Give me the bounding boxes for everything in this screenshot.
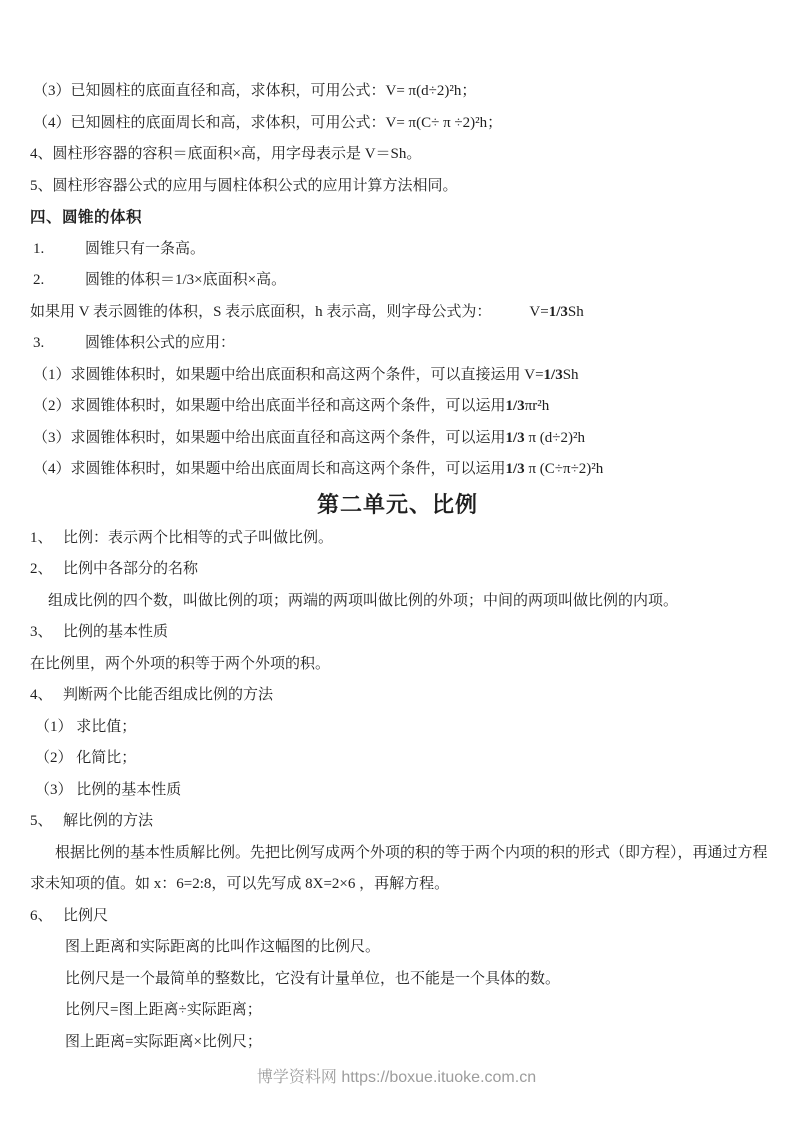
cone-application-radius — [30, 391, 765, 423]
text-run: 组成比例的四个数，叫做比例的项；两端的两项叫做比例的外项；中间的两项叫做比例的内项。 — [48, 592, 679, 609]
cone-single-height — [30, 234, 765, 266]
footer-watermark: 博学资料网 https://boxue.ituoke.com.cn — [256, 1069, 537, 1086]
text-run: 圆锥体积公式的应用： — [85, 335, 236, 351]
solve-proportion-heading — [30, 806, 765, 838]
text-run: 图上距离和实际距离的比叫作这幅图的比例尺。 — [65, 939, 381, 955]
text-run: 1、 — [30, 529, 53, 546]
text-run: 4、 — [30, 687, 53, 703]
text-run: 第二单元、比例 — [316, 491, 478, 517]
cylinder-volume-diameter-formula — [30, 76, 765, 108]
text-run: V= — [529, 303, 549, 320]
cone-application-base-area — [30, 360, 765, 392]
text-run: （3）求圆锥体积时，如果题中给出底面直径和高这两个条件，可以运用 — [33, 429, 506, 446]
text-run: 解比例的方法 — [63, 813, 154, 829]
text-run: （2）求圆锥体积时，如果题中给出底面半径和高这两个条件，可以运用 — [33, 398, 506, 414]
cylinder-container-formula-application — [30, 171, 765, 203]
text-run: 圆锥的体积＝1/3×底面积×高。 — [85, 272, 287, 288]
cone-application-circumference — [30, 454, 765, 486]
text-run: （4）求圆锥体积时，如果题中给出底面周长和高这两个条件，可以运用 — [33, 461, 506, 477]
cone-volume-definition — [30, 265, 765, 297]
text-run: 四、圆锥的体积 — [30, 209, 143, 226]
proportion-parts-names-heading — [30, 554, 765, 586]
text-run: 判断两个比能否组成比例的方法 — [63, 687, 274, 703]
text-run: 如果用 V 表示圆锥的体积，S 表示底面积，h 表示高，则字母公式为： — [30, 303, 492, 320]
judge-two-ratios-heading — [30, 680, 765, 712]
judge-method-ratio-value — [30, 712, 765, 744]
text-run: 4、圆柱形容器的容积＝底面积×高，用字母表示是 V＝Sh。 — [30, 146, 422, 162]
cone-formula-application-heading — [30, 328, 765, 360]
cylinder-container-capacity — [30, 139, 765, 171]
scale-heading — [30, 901, 765, 933]
text-run: π (d÷2)²h — [524, 429, 585, 446]
judge-method-basic-property — [30, 775, 765, 807]
proportion-parts-names-body — [30, 586, 765, 618]
proportion-definition — [30, 523, 765, 555]
text-run: 比例中各部分的名称 — [63, 561, 199, 577]
text-run: （3） 比例的基本性质 — [35, 781, 182, 798]
bold-text-run: 1/3 — [548, 303, 568, 320]
judge-method-simplify — [30, 743, 765, 775]
text-run: 比例的基本性质 — [63, 624, 169, 640]
text-run: 根据比例的基本性质解比例。先把比例写成两个外项的积的等于两个内项的积的形式（即方程），再通过方程 — [55, 844, 768, 861]
text-run: π (C÷π÷2)²h — [524, 461, 604, 477]
text-run: （3）已知圆柱的底面直径和高，求体积，可用公式：V= π(d÷2)²h； — [33, 83, 477, 99]
scale-property — [30, 964, 765, 996]
text-run: 6、 — [30, 907, 53, 924]
scale-formula-1 — [30, 995, 765, 1027]
text-run: （1） 求比值； — [35, 718, 137, 735]
text-run: 2、 — [30, 561, 53, 577]
text-run: 比例尺=图上距离÷实际距离； — [65, 1002, 262, 1018]
text-run: πr²h — [524, 398, 550, 414]
bold-text-run: 1/3 — [505, 398, 525, 414]
text-run: 3. — [33, 335, 45, 351]
scale-definition — [30, 932, 765, 964]
text-run: 3、 — [30, 624, 53, 640]
text-run: 求未知项的值。如 x：6=2:8，可以先写成 8X=2×6 ，再解方程。 — [30, 876, 450, 892]
text-run: 圆锥只有一条高。 — [85, 240, 206, 257]
proportion-basic-property-body — [30, 649, 765, 681]
solve-proportion-body-line1 — [30, 838, 768, 870]
bold-text-run: 1/3 — [505, 429, 525, 446]
text-run: 1. — [33, 240, 45, 257]
text-run: 5、 — [30, 813, 53, 829]
cylinder-volume-circumference-formula — [30, 108, 765, 140]
chapter-heading-unit2-proportion — [30, 486, 765, 523]
text-run: （4）已知圆柱的底面周长和高，求体积，可用公式：V= π(C÷ π ÷2)²h； — [33, 114, 503, 131]
cone-application-diameter — [30, 423, 765, 455]
proportion-basic-property-heading — [30, 617, 765, 649]
text-run: 比例：表示两个比相等的式子叫做比例。 — [63, 529, 334, 546]
text-run: 2. — [33, 272, 45, 288]
bold-text-run: 1/3 — [505, 461, 525, 477]
section-heading-cone-volume — [30, 202, 765, 234]
cone-letter-formula — [30, 297, 765, 329]
solve-proportion-body-line2 — [30, 869, 765, 901]
bold-text-run: 1/3 — [543, 366, 563, 383]
text-run: 比例尺是一个最简单的整数比，它没有计量单位，也不能是一个具体的数。 — [65, 970, 561, 987]
text-run: Sh — [562, 366, 579, 383]
text-run: 图上距离=实际距离×比例尺； — [65, 1033, 262, 1050]
text-run: Sh — [567, 303, 584, 320]
text-run: （1）求圆锥体积时，如果题中给出底面积和高这两个条件，可以直接运用 V= — [33, 366, 544, 383]
text-run: 5、圆柱形容器公式的应用与圆柱体积公式的应用计算方法相同。 — [30, 177, 458, 194]
scale-formula-2 — [30, 1027, 765, 1059]
text-run: （2） 化简比； — [35, 750, 137, 766]
text-run: 在比例里，两个外项的积等于两个外项的积。 — [30, 655, 331, 672]
text-run: 比例尺 — [63, 907, 109, 924]
